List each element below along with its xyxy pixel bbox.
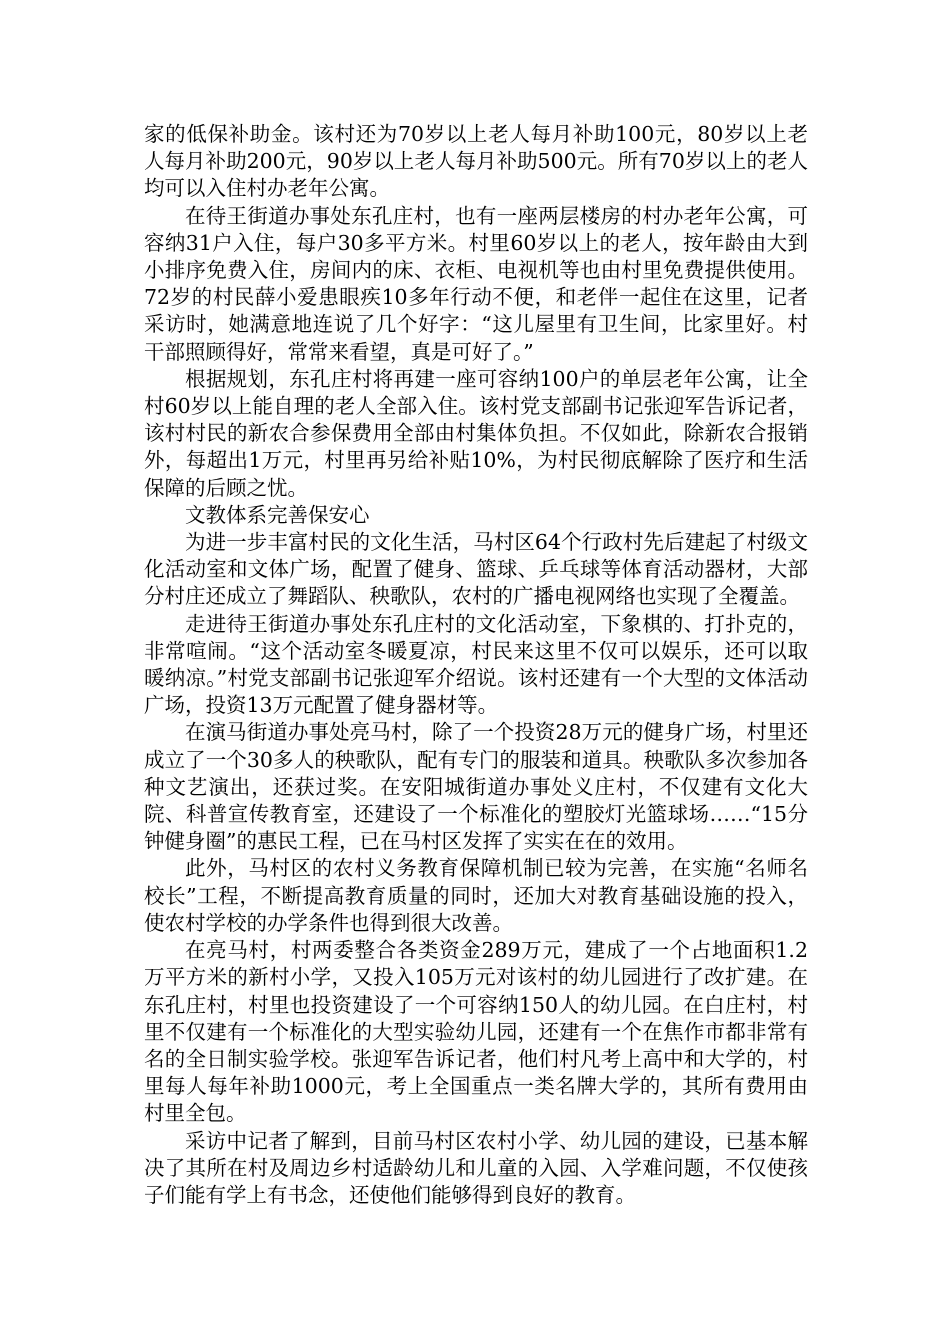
paragraph: 此外，马村区的农村义务教育保障机制已较为完善，在实施“名师名校长”工程，不断提高教育质量的同时，还加大对教育基础设施的投入，使农村学校的办学条件也得到很大改善。 xyxy=(144,856,808,935)
paragraph: 采访中记者了解到，目前马村区农村小学、幼儿园的建设，已基本解决了其所在村及周边乡村适龄幼儿和儿童的入园、入学难问题，不仅使孩子们能有学上有书念，还使他们能够得到良好的教育。 xyxy=(144,1128,808,1207)
paragraph: 根据规划，东孔庄村将再建一座可容纳100户的单层老年公寓，让全村60岁以上能自理的老人全部入住。该村党支部副书记张迎军告诉记者，该村村民的新农合参保费用全部由村集体负担。不仅如此，除新农合报销外，每超出1万元，村里再另给补贴10%，为村民彻底解除了医疗和生活保障的后顾之忧。 xyxy=(144,366,808,500)
document-body xyxy=(144,121,808,1209)
paragraph: 走进待王街道办事处东孔庄村的文化活动室，下象棋的、打扑克的，非常喧闹。“这个活动室冬暖夏凉，村民来这里不仅可以娱乐，还可以取暖纳凉。”村党支部副书记张迎军介绍说。该村还建有一个大型的文体活动广场，投资13万元配置了健身器材等。 xyxy=(144,611,808,718)
paragraph: 在亮马村，村两委整合各类资金289万元，建成了一个占地面积1.2万平方米的新村小学，又投入105万元对该村的幼儿园进行了改扩建。在东孔庄村，村里也投资建设了一个可容纳150人的幼儿园。在白庄村，村里不仅建有一个标准化的大型实验幼儿园，还建有一个在焦作市都非常有名的全日制实验学校。张迎军告诉记者，他们村凡考上高中和大学的，村里每人每年补助1000元，考上全国重点一类名牌大学的，其所有费用由村里全包。 xyxy=(144,938,808,1126)
section-heading: 文教体系完善保安心 xyxy=(185,502,370,527)
paragraph: 为进一步丰富村民的文化生活，马村区64个行政村先后建起了村级文化活动室和文体广场，配置了健身、篮球、乒乓球等体育活动器材，大部分村庄还成立了舞蹈队、秧歌队，农村的广播电视网络也实现了全覆盖。 xyxy=(144,530,808,609)
paragraph-continued: 家的低保补助金。该村还为70岁以上老人每月补助100元，80岁以上老人每月补助200元，90岁以上老人每月补助500元。所有70岁以上的老人均可以入住村办老年公寓。 xyxy=(144,122,808,201)
paragraph: 在待王街道办事处东孔庄村，也有一座两层楼房的村办老年公寓，可容纳31户入住，每户30多平方米。村里60岁以上的老人，按年龄由大到小排序免费入住，房间内的床、衣柜、电视机等也由村里免费提供使用。72岁的村民薛小爱患眼疾10多年行动不便，和老伴一起住在这里，记者采访时，她满意地连说了几个好字：“这儿屋里有卫生间，比家里好。村干部照顾得好，常常来看望，真是可好了。” xyxy=(144,203,808,364)
paragraph: 在演马街道办事处亮马村，除了一个投资28万元的健身广场，村里还成立了一个30多人的秧歌队，配有专门的服装和道具。秧歌队多次参加各种文艺演出，还获过奖。在安阳城街道办事处义庄村，不仅建有文化大院、科普宣传教育室，还建设了一个标准化的塑胶灯光篮球场……“15分钟健身圈”的惠民工程，已在马村区发挥了实实在在的效用。 xyxy=(144,720,808,854)
